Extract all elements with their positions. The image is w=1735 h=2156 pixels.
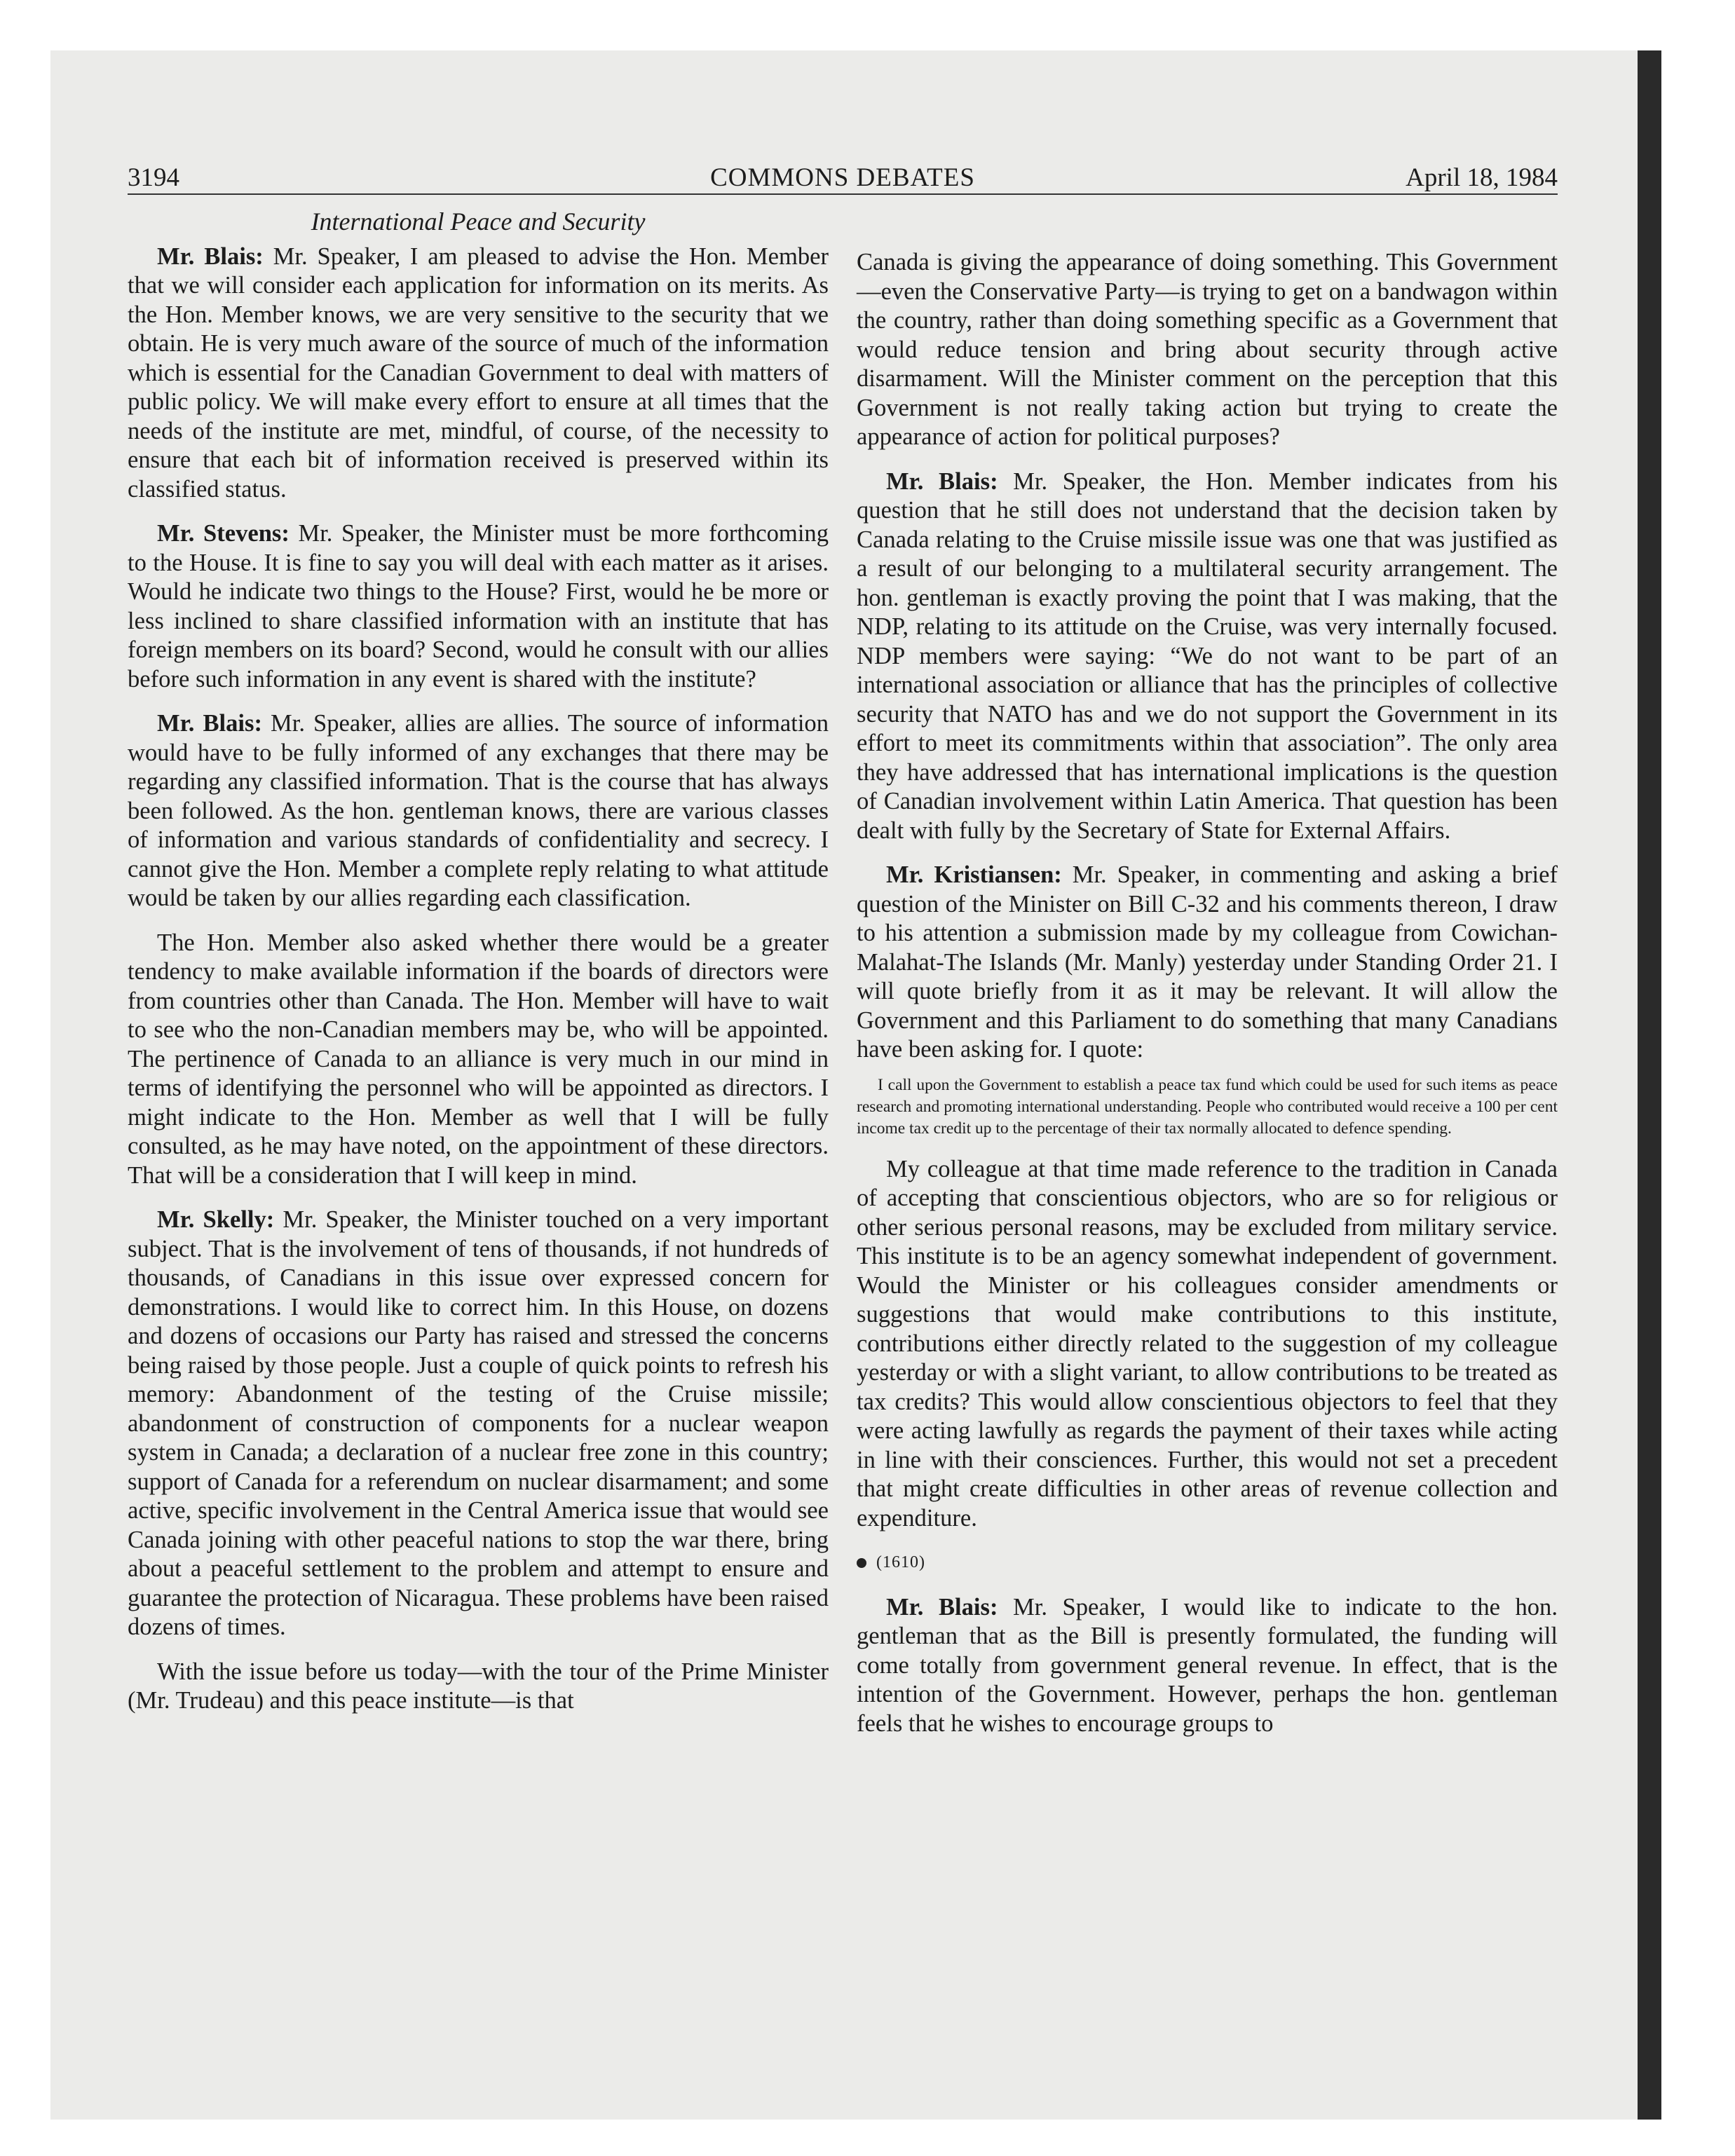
publication-title: COMMONS DEBATES (710, 163, 975, 192)
speech-text: With the issue before us today—with the tour of the Prime Minister (Mr. Trudeau) and this peace institute—is that (128, 1658, 829, 1714)
speech-text: The Hon. Member also asked whether there would be a greater tendency to make available information if the boards of directors were from countries other than Canada. The Hon. Member will have to wait to see who the non-Canadian members may be, who will be appointed. The pertinence of Canada to an alliance is very much in our mind in terms of identifying the personnel who will be appointed as directors. I might indicate to the Hon. Member as well that I will be fully consulted, as he may have noted, on the appointment of these directors. That will be a consideration that I will keep in mind. (128, 929, 829, 1189)
speaker-name: Mr. Blais: (886, 1593, 998, 1621)
speech-text: Mr. Speaker, in commenting and asking a brief question of the Minister on Bill C-32 and his comments thereon, I draw to his attention a submission made by my colleague from Cowichan-Malahat-The Islands (Mr. Manly) yesterday under Standing Order 21. I will quote briefly from it as it may be relevant. It will allow the Government and this Parliament to do something that many Canadians have been asking for. I quote: (857, 861, 1558, 1063)
speaker-name: Mr. Blais: (157, 710, 263, 737)
speaker-name: Mr. Skelly: (157, 1206, 275, 1233)
scan-edge-shadow (1638, 50, 1661, 2120)
speech-text: Mr. Speaker, the Minister must be more forthcoming to the House. It is fine to say you will deal with each matter as it arises. Would he indicate two things to the House? First, would he be more or less inclined to share classified information with an institute that has foreign members on its board? Second, would he consult with our allies before such information in any event is shared with the institute? (128, 520, 829, 692)
speech-paragraph (857, 248, 1558, 452)
speech-paragraph (128, 519, 829, 694)
speech-paragraph (128, 709, 829, 913)
speech-text: Mr. Speaker, the Minister touched on a very important subject. That is the involvement of tens of thousands, if not hundreds of thousands, of Canadians in this issue over expressed concern for demonstrations. I would like to correct him. In this House, on dozens and dozens of occasions our Party has raised and stressed the concerns being raised by those people. Just a couple of quick points to refresh his memory: Abandonment of the testing of the Cruise missile; abandonment of construction of components for a nuclear weapon system in Canada; a declaration of a nuclear free zone in this country; support of Canada for a referendum on nuclear disarmament; and some active, specific involvement in the Central America issue that would see Canada joining with other peaceful nations to stop the war there, bring about a peaceful settlement to the problem and attempt to ensure and guarantee the protection of Nicaragua. These problems have been raised dozens of times. (128, 1206, 829, 1640)
right-column (857, 248, 1558, 1754)
time-marker (857, 1548, 1558, 1578)
speech-text: Mr. Speaker, I would like to indicate to the hon. gentleman that as the Bill is presently formulated, the funding will come totally from government general revenue. In effect, that is the intention of the Government. However, perhaps the hon. gentleman feels that he wishes to encourage groups to (857, 1593, 1558, 1737)
page-header (128, 163, 1558, 193)
speaker-name: Mr. Blais: (157, 243, 264, 270)
speaker-name: Mr. Kristiansen: (886, 861, 1062, 888)
section-subtitle: International Peace and Security (311, 207, 646, 236)
speech-paragraph (857, 468, 1558, 846)
speech-text: Mr. Speaker, I am pleased to advise the Hon. Member that we will consider each application for information on its merits. As the Hon. Member knows, we are very sensitive to the security that we obtain. He is very much aware of the source of much of the information which is essential for the Canadian Government to deal with matters of public policy. We will make every effort to ensure at all times that the needs of the institute are met, mindful, of course, of the necessity to ensure that each bit of information received is preserved within its classified status. (128, 243, 829, 503)
speech-text: Mr. Speaker, the Hon. Member indicates from his question that he still does not understand that the decision taken by Canada relating to the Cruise missile issue was one that was justified as a result of our belonging to a multilateral security arrangement. The hon. gentleman is exactly proving the point that I was making, that the NDP, relating to its attitude on the Cruise, was very internally focused. NDP members were saying: “We do not want to be part of an international association or alliance that has the principles of collective security that NATO has and we do not support the Government in its effort to meet its commitments within that association”. The only area they have addressed that has international implications is the question of Canadian involvement within Latin America. That question has been dealt with fully by the Secretary of State for External Affairs. (857, 468, 1558, 844)
speech-paragraph (128, 1206, 829, 1642)
speech-text: Canada is giving the appearance of doing something. This Government—even the Conservative Party—is trying to get on a bandwagon within the country, rather than doing something specific as a Government that would reduce tension and bring about security through active disarmament. Will the Minister comment on the perception that this Government is not really taking action but trying to create the appearance of action for political purposes? (857, 249, 1558, 450)
page-number: 3194 (128, 163, 179, 192)
speech-paragraph (128, 929, 829, 1191)
block-quote: I call upon the Government to establish a peace tax fund which could be used for such items as peace research and promoting international understanding. People who contributed would receive a 100 per cent income tax credit up to the percentage of their tax normally allocated to defence spending. (857, 1075, 1558, 1138)
speech-paragraph (128, 1658, 829, 1716)
speech-paragraph: My colleague at that time made reference to the tradition in Canada of accepting that conscientious objectors, who are so for religious or other serious personal reasons, may be excluded from military service. This institute is to be an agency somewhat independent of government. Would the Minister or his colleagues consider amendments or suggestions that would make contributions to this institute, contributions either directly related to the suggestion of my colleague yesterday or with a slight variant, to allow contributions to be treated as tax credits? This would allow conscientious objectors to feel that they were acting lawfully as regards the payment of their taxes while acting in line with their consciences. Further, this would not set a precedent that might create difficulties in other areas of revenue collection and expenditure. (857, 1155, 1558, 1531)
speech-paragraph (857, 1593, 1558, 1739)
bullet-icon (857, 1558, 866, 1568)
speech-paragraph (128, 243, 829, 505)
publication-date: April 18, 1984 (1406, 163, 1558, 192)
speech-text: Mr. Speaker, allies are allies. The source of information would have to be fully informed of any exchanges that there may be regarding any classified information. That is the course that has always been followed. As the hon. gentleman knows, there are various classes of information and various standards of confidentiality and secrecy. I cannot give the Hon. Member a complete reply relating to what attitude would be taken by our allies regarding each classification. (128, 710, 829, 911)
speaker-name: Mr. Blais: (886, 468, 998, 495)
speech-paragraph (857, 861, 1558, 1065)
time-text: (1610) (876, 1553, 925, 1571)
left-column (128, 207, 829, 1731)
speaker-name: Mr. Stevens: (157, 520, 290, 547)
header-rule (128, 193, 1558, 195)
